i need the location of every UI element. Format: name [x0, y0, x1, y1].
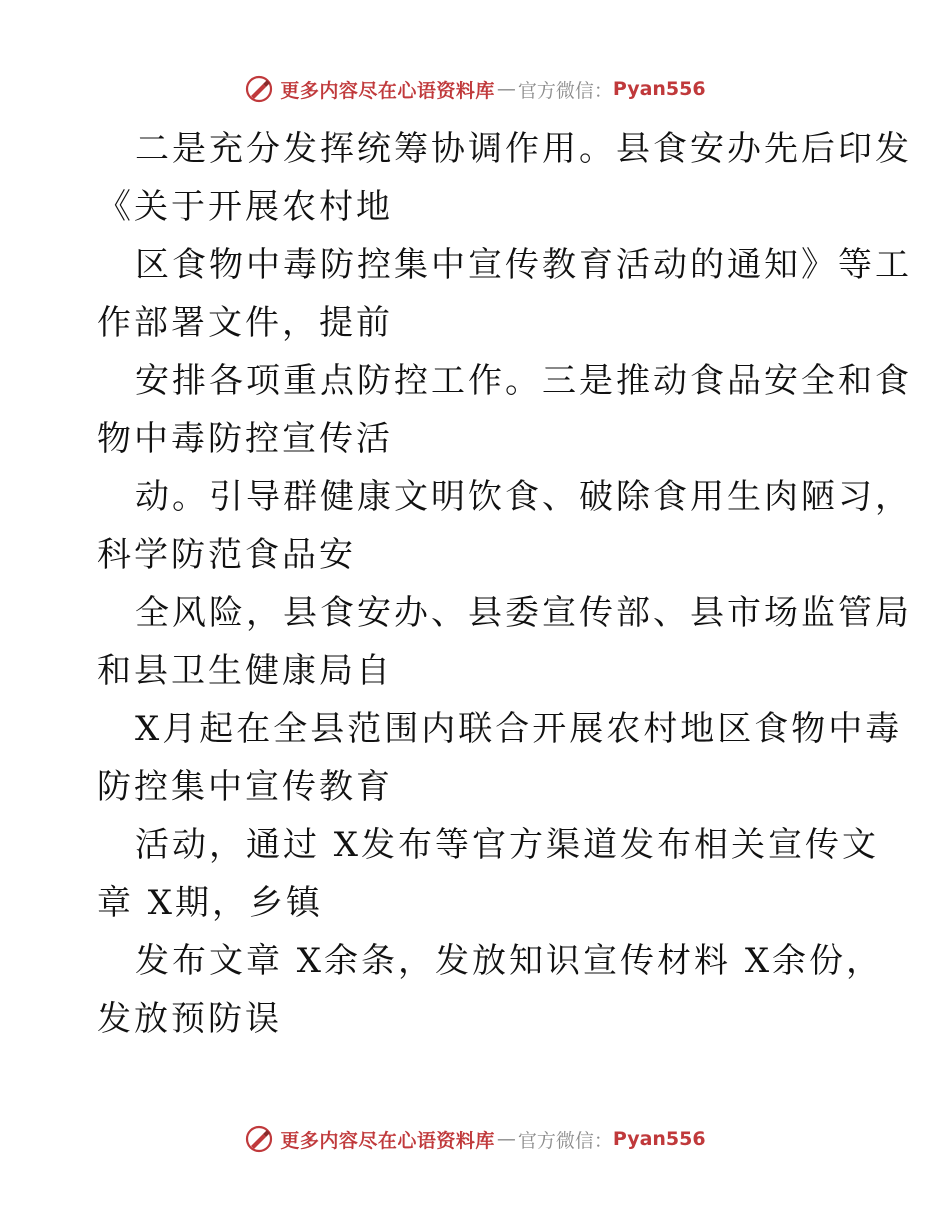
watermark-wechat-id: Pyan556 — [612, 78, 706, 100]
text-line: 防控集中宣传教育 — [97, 767, 393, 807]
header-watermark — [0, 74, 950, 104]
footer-watermark — [0, 1124, 950, 1154]
text-line: 《关于开展农村地 — [97, 187, 393, 227]
text-line: 章 X期，乡镇 — [97, 883, 324, 923]
pen-nib-circle-icon — [244, 1124, 274, 1154]
text-line: 区食物中毒防控集中宣传教育活动的通知》等工 — [135, 245, 912, 285]
pen-nib-circle-icon — [244, 74, 274, 104]
watermark-label: 官方微信： — [517, 79, 613, 102]
text-line: 物中毒防控宣传活 — [97, 419, 393, 459]
watermark-separator: — — [496, 78, 516, 100]
watermark-separator: — — [496, 1128, 516, 1150]
text-line: X月起在全县范围内联合开展农村地区食物中毒 — [135, 709, 903, 749]
document-body — [97, 120, 912, 1048]
text-line: 科学防范食品安 — [97, 535, 356, 575]
watermark-label: 官方微信： — [517, 1129, 613, 1152]
text-line: 二是充分发挥统筹协调作用。县食安办先后印发 — [135, 129, 912, 169]
watermark-brand-text: 更多内容尽在心语资料库 — [280, 1129, 495, 1152]
watermark-brand-text: 更多内容尽在心语资料库 — [280, 79, 495, 102]
text-line: 活动，通过 X发布等官方渠道发布相关宣传文 — [135, 825, 880, 865]
text-line: 发布文章 X余条，发放知识宣传材料 X余份， — [135, 941, 884, 981]
watermark-wechat-id: Pyan556 — [612, 1128, 706, 1150]
text-line: 安排各项重点防控工作。三是推动食品安全和食 — [135, 361, 912, 401]
text-line: 作部署文件，提前 — [97, 303, 393, 343]
text-line: 动。引导群健康文明饮食、破除食用生肉陋习， — [135, 477, 912, 517]
text-line: 发放预防误 — [97, 999, 282, 1039]
text-line: 全风险，县食安办、县委宣传部、县市场监管局 — [135, 593, 912, 633]
text-line: 和县卫生健康局自 — [97, 651, 393, 691]
